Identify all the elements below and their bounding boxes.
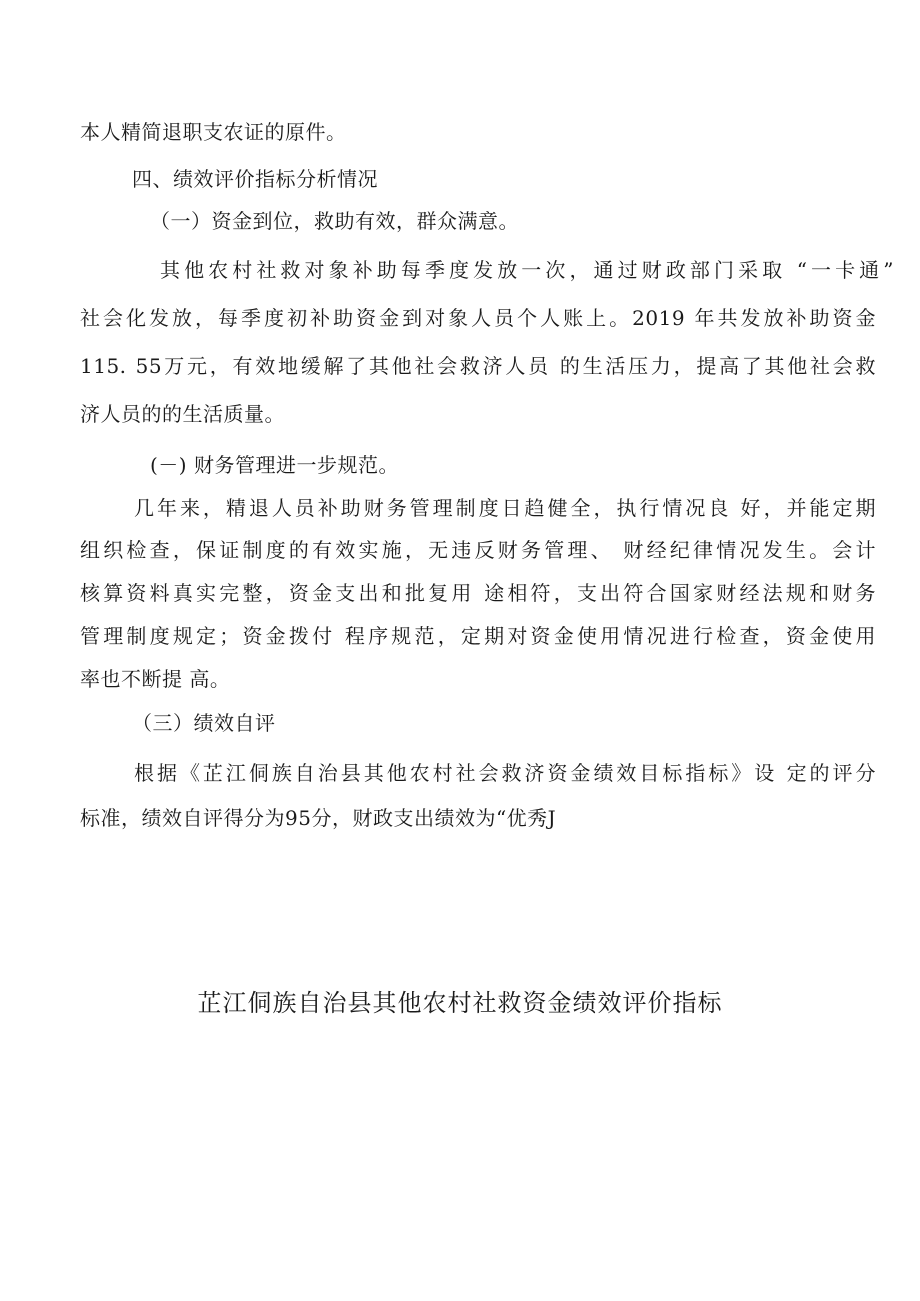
- paragraph-line-1: 本人精简退职支农证的原件。: [80, 120, 347, 144]
- paragraph-line-4: 115. 55万元，有效地缓解了其他社会救济人员 的生活压力，提高了其他社会救: [80, 354, 876, 378]
- paragraph-line-7: 组织检查，保证制度的有效实施，无违反财务管理、 财经纪律情况发生。会计: [80, 538, 876, 562]
- table-title: 芷江侗族自治县其他农村社救资金绩效评价指标: [197, 989, 723, 1017]
- paragraph-line-6: 几年来，精退人员补助财务管理制度日趋健全，执行情况良 好，并能定期: [134, 496, 876, 520]
- paragraph-line-3: 社会化发放，每季度初补助资金到对象人员个人账上。2019 年共发放补助资金: [80, 306, 876, 330]
- subsection-heading-3: （三）绩效自评: [132, 711, 276, 735]
- paragraph-line-11: 根据《芷江侗族自治县其他农村社会救济资金绩效目标指标》设 定的评分: [134, 761, 876, 785]
- section-heading-4: 四、绩效评价指标分析情况: [132, 167, 378, 191]
- paragraph-line-8: 核算资料真实完整，资金支出和批复用 途相符，支出符合国家财经法规和财务: [80, 581, 876, 605]
- paragraph-line-9: 管理制度规定；资金拨付 程序规范，定期对资金使用情况进行检查，资金使用: [80, 624, 876, 648]
- paragraph-line-5: 济人员的的生活质量。: [80, 402, 285, 426]
- paragraph-line-2: 其他农村社救对象补助每季度发放一次，通过财政部门采取 “一卡通”: [160, 258, 894, 282]
- subsection-heading-1: （一）资金到位，救助有效，群众满意。: [150, 209, 519, 233]
- paragraph-line-12: 标准，绩效自评得分为95分，财政支出绩效为“优秀J: [80, 806, 557, 830]
- subsection-heading-2: (－) 财务管理进一步规范。: [150, 453, 399, 477]
- paragraph-line-10: 率也不断提 高。: [80, 667, 231, 691]
